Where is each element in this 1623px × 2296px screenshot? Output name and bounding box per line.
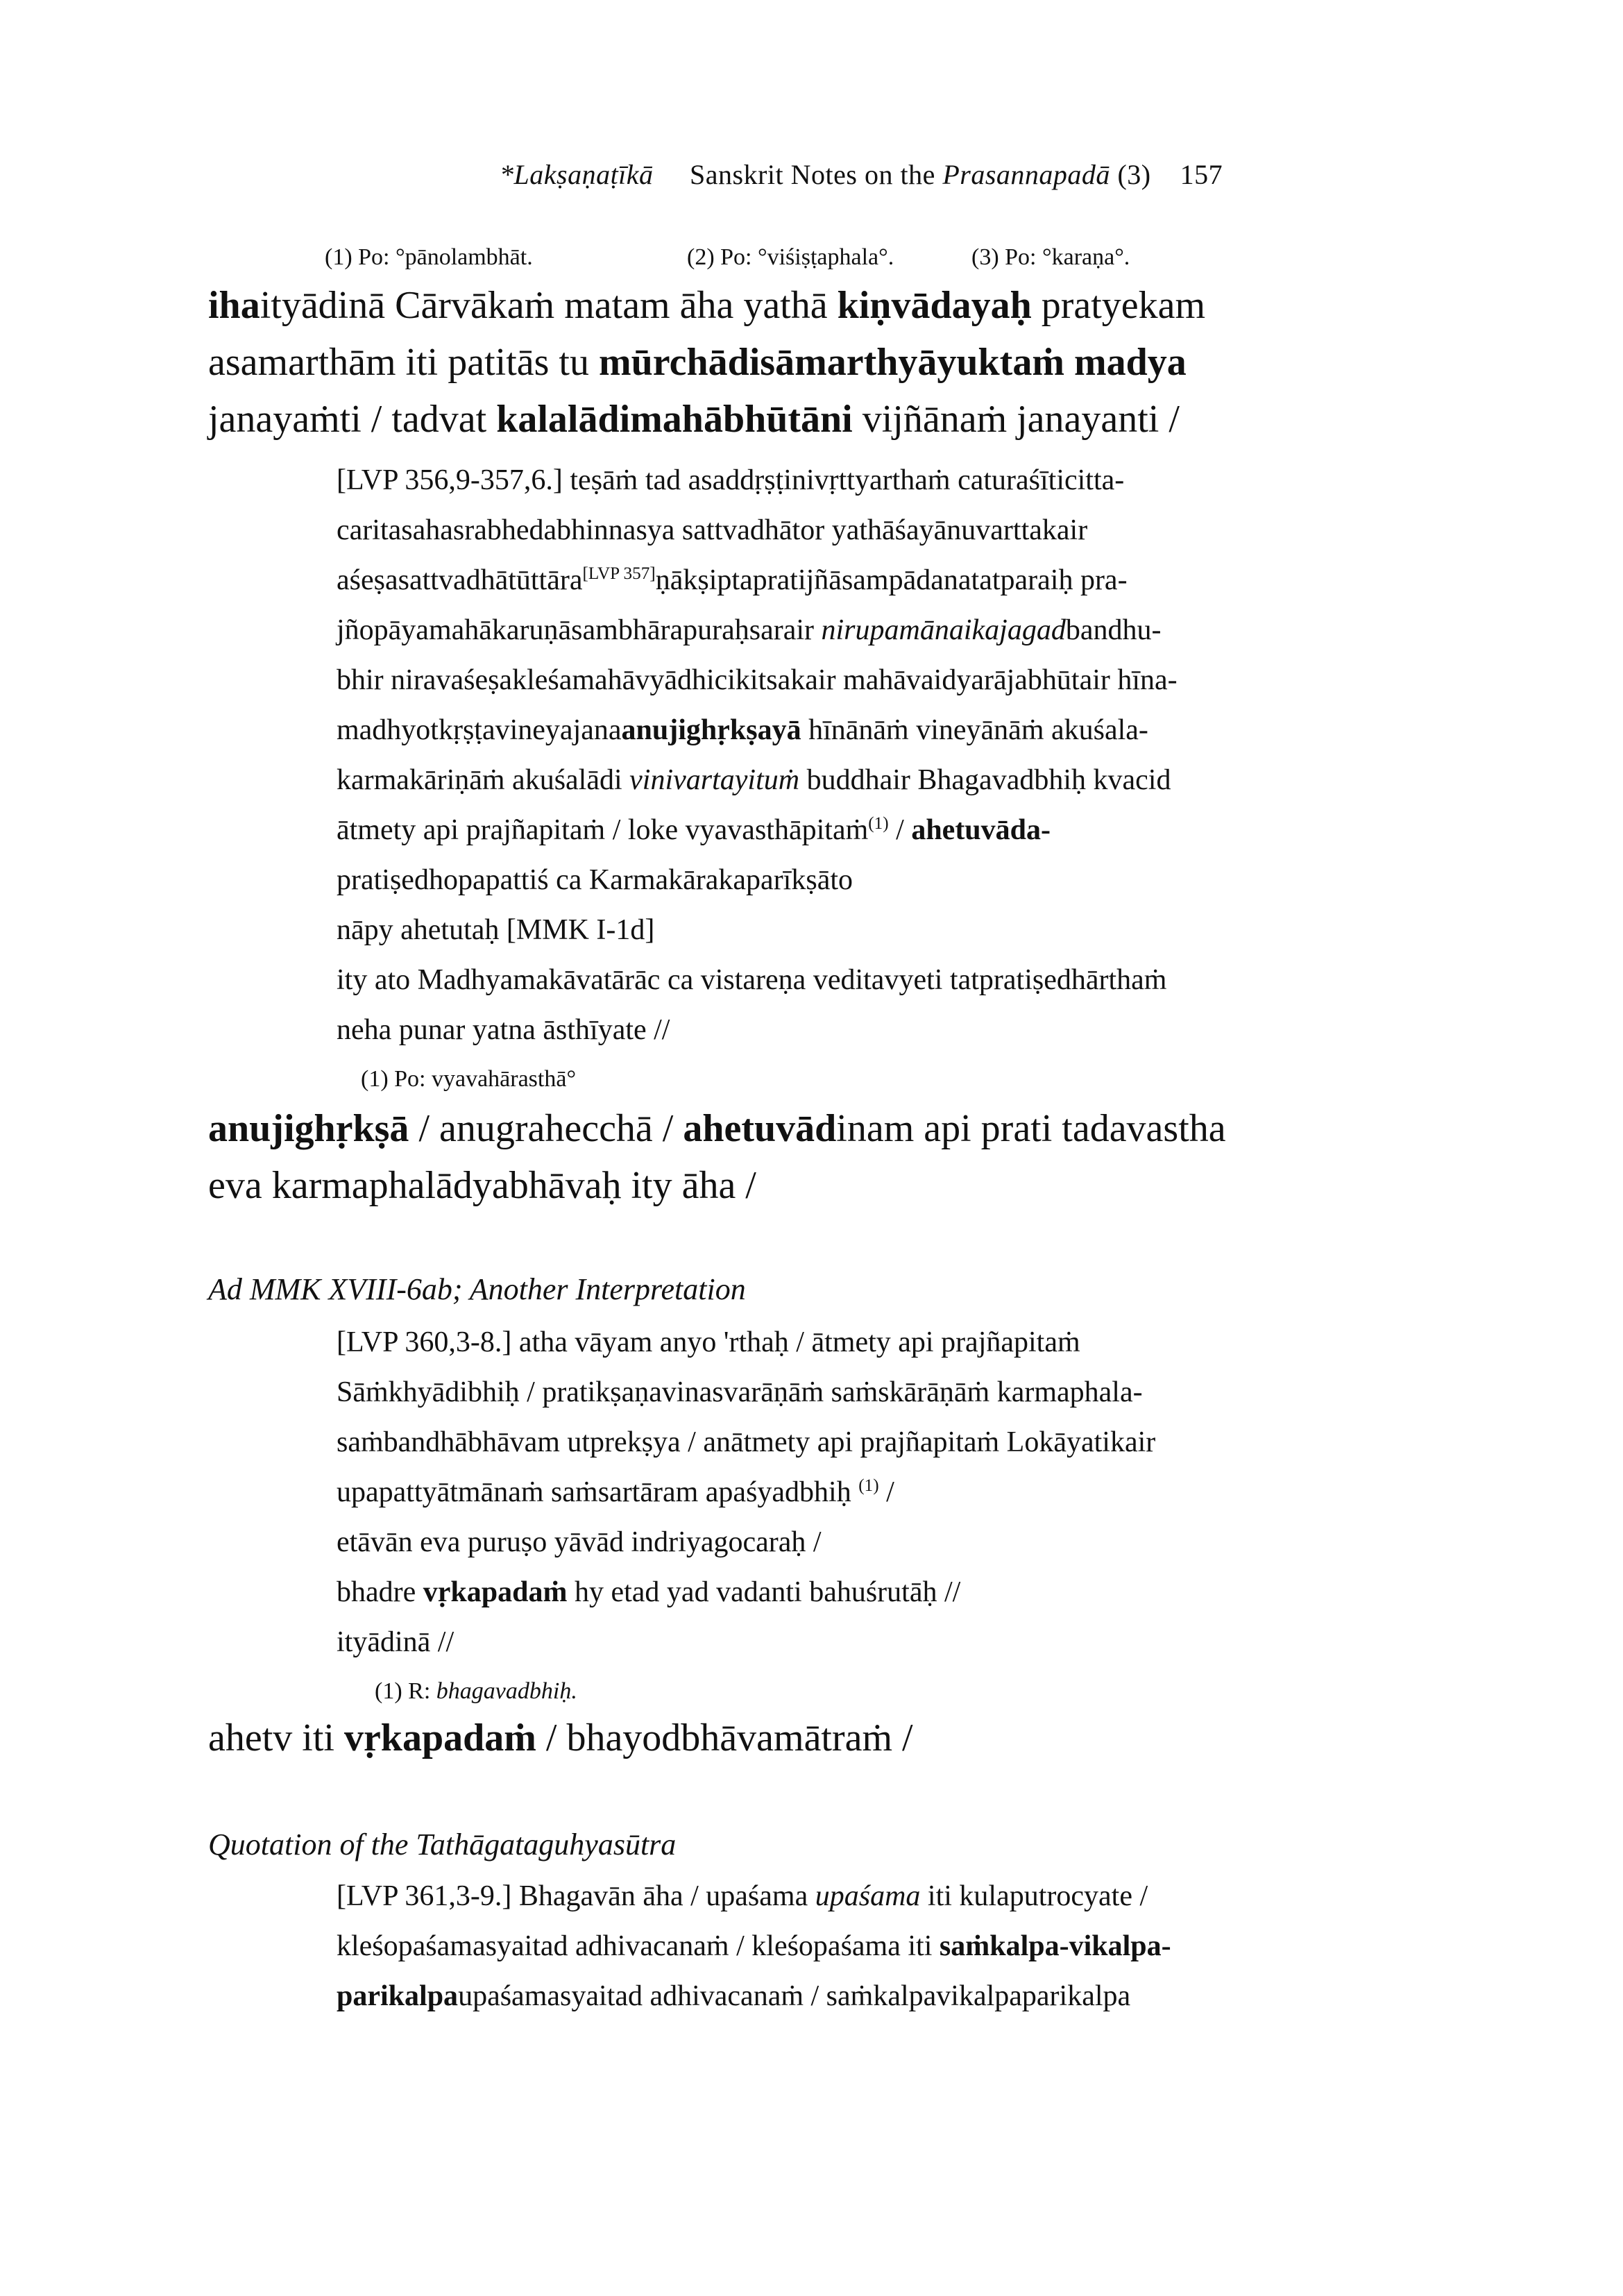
- block1-line2: asamarthām iti patitās tu mūrchādisāmarthyāyuktaṁ madya: [208, 341, 1187, 384]
- section2-line2: kleśopaśamasyaitad adhivacanaṁ / kleśopaśama iti saṁkalpa-vikalpa-: [337, 1930, 1171, 1962]
- section1-line5: etāvān eva puruṣo yāvād indriyagocaraḥ /: [337, 1526, 822, 1558]
- section-heading-2: Quotation of the Tathāgataguhyasūtra: [208, 1827, 677, 1862]
- block1-line1: ihaityādinā Cārvākaṁ matam āha yathā kiṇvādayaḥ pratyekam: [208, 284, 1206, 327]
- block2-line3: aśeṣasattvadhātūttāra[LVP 357]ṇākṣiptapratijñāsampādanatatparaiḥ pra-: [337, 564, 1128, 596]
- footnote-2: (2) Po: °viśiṣṭaphala°.: [687, 244, 894, 270]
- section1-line6: bhadre vṛkapadaṁ hy etad yad vadanti bahuśrutāḥ //: [337, 1576, 961, 1608]
- block4-line1: ahetv iti vṛkapadaṁ / bhayodbhāvamātraṁ /: [208, 1716, 913, 1759]
- section-heading-1: Ad MMK XVIII-6ab; Another Interpretation: [208, 1272, 746, 1306]
- block2-line7: karmakāriṇāṁ akuśalādi vinivartayituṁ buddhair Bhagavadbhiḥ kvacid: [337, 764, 1171, 796]
- section1-line4: upapattyātmānaṁ saṁsartāram apaśyadbhiḥ $^{(1)}$ /: [337, 1476, 894, 1508]
- block2-line9: pratiṣedhopapattiś ca Karmakārakaparīkṣāto: [337, 864, 853, 896]
- section2-line1: [LVP 361,3-9.] Bhagavān āha / upaśama upaśama iti kulaputrocyate /: [337, 1880, 1148, 1912]
- block3-line1: anujighṛkṣā / anugrahecchā / ahetuvādinam api prati tadavastha: [208, 1107, 1226, 1150]
- running-header: [500, 158, 1223, 191]
- header-title-italic-2: Prasannapadā: [942, 159, 1110, 190]
- block2-line2: caritasahasrabhedabhinnasya sattvadhātor yathāśayānuvarttakair: [337, 514, 1088, 546]
- block2-line11: ity ato Madhyamakāvatārāc ca vistareṇa veditavyeti tatpratiṣedhārthaṁ: [337, 964, 1167, 996]
- section2-line3: parikalpaupaśamasyaitad adhivacanaṁ / saṁkalpavikalpaparikalpa: [337, 1980, 1131, 2012]
- footnote-3: (3) Po: °karaṇa°.: [971, 244, 1130, 270]
- block2-line12: neha punar yatna āsthīyate //: [337, 1014, 670, 1046]
- footnote-1: (1) Po: °pānolambhāt.: [325, 244, 533, 270]
- page-number: 157: [1180, 159, 1223, 190]
- header-title-italic: *Lakṣaṇaṭīkā: [500, 159, 654, 190]
- section1-footnote: (1) R: bhagavadbhiḥ.: [375, 1678, 577, 1704]
- block2-line1: [LVP 356,9-357,6.] teṣāṁ tad asaddṛṣṭinivṛttyarthaṁ caturaśīticitta-: [337, 464, 1125, 496]
- block3-line2: eva karmaphalādyabhāvaḥ ity āha /: [208, 1164, 756, 1207]
- block2-line6: madhyotkṛṣṭavineyajanaanujighṛkṣayā hīnānāṁ vineyānāṁ akuśala-: [337, 714, 1148, 746]
- header-number: (3): [1117, 159, 1151, 190]
- section1-line2: Sāṁkhyādibhiḥ / pratikṣaṇavinasvarāṇāṁ saṁskārāṇāṁ karmaphala-: [337, 1376, 1143, 1408]
- block2-line4: jñopāyamahākaruṇāsambhārapuraḥsarair nirupamānaikajagadbandhu-: [337, 614, 1162, 646]
- block2-line10: nāpy ahetutaḥ [MMK I-1d]: [337, 914, 655, 946]
- block2-line8: ātmety api prajñapitaṁ / loke vyavasthāpitaṁ$^{(1)}$ / ahetuvāda-: [337, 814, 1051, 846]
- section1-line3: saṁbandhābhāvam utprekṣya / anātmety api prajñapitaṁ Lokāyatikair: [337, 1426, 1156, 1458]
- section1-line1: [LVP 360,3-8.] atha vāyam anyo 'rthaḥ / ātmety api prajñapitaṁ: [337, 1326, 1080, 1358]
- section1-line7: ityādinā //: [337, 1626, 454, 1658]
- block2-line5: bhir niravaśeṣakleśamahāvyādhicikitsakair mahāvaidyarājabhūtair hīna-: [337, 664, 1178, 696]
- header-title: Sanskrit Notes on the: [690, 159, 943, 190]
- block1-line3: janayaṁti / tadvat kalalādimahābhūtāni vijñānaṁ janayanti /: [208, 398, 1180, 441]
- block2-footnote: (1) Po: vyavahārasthā°: [361, 1066, 577, 1092]
